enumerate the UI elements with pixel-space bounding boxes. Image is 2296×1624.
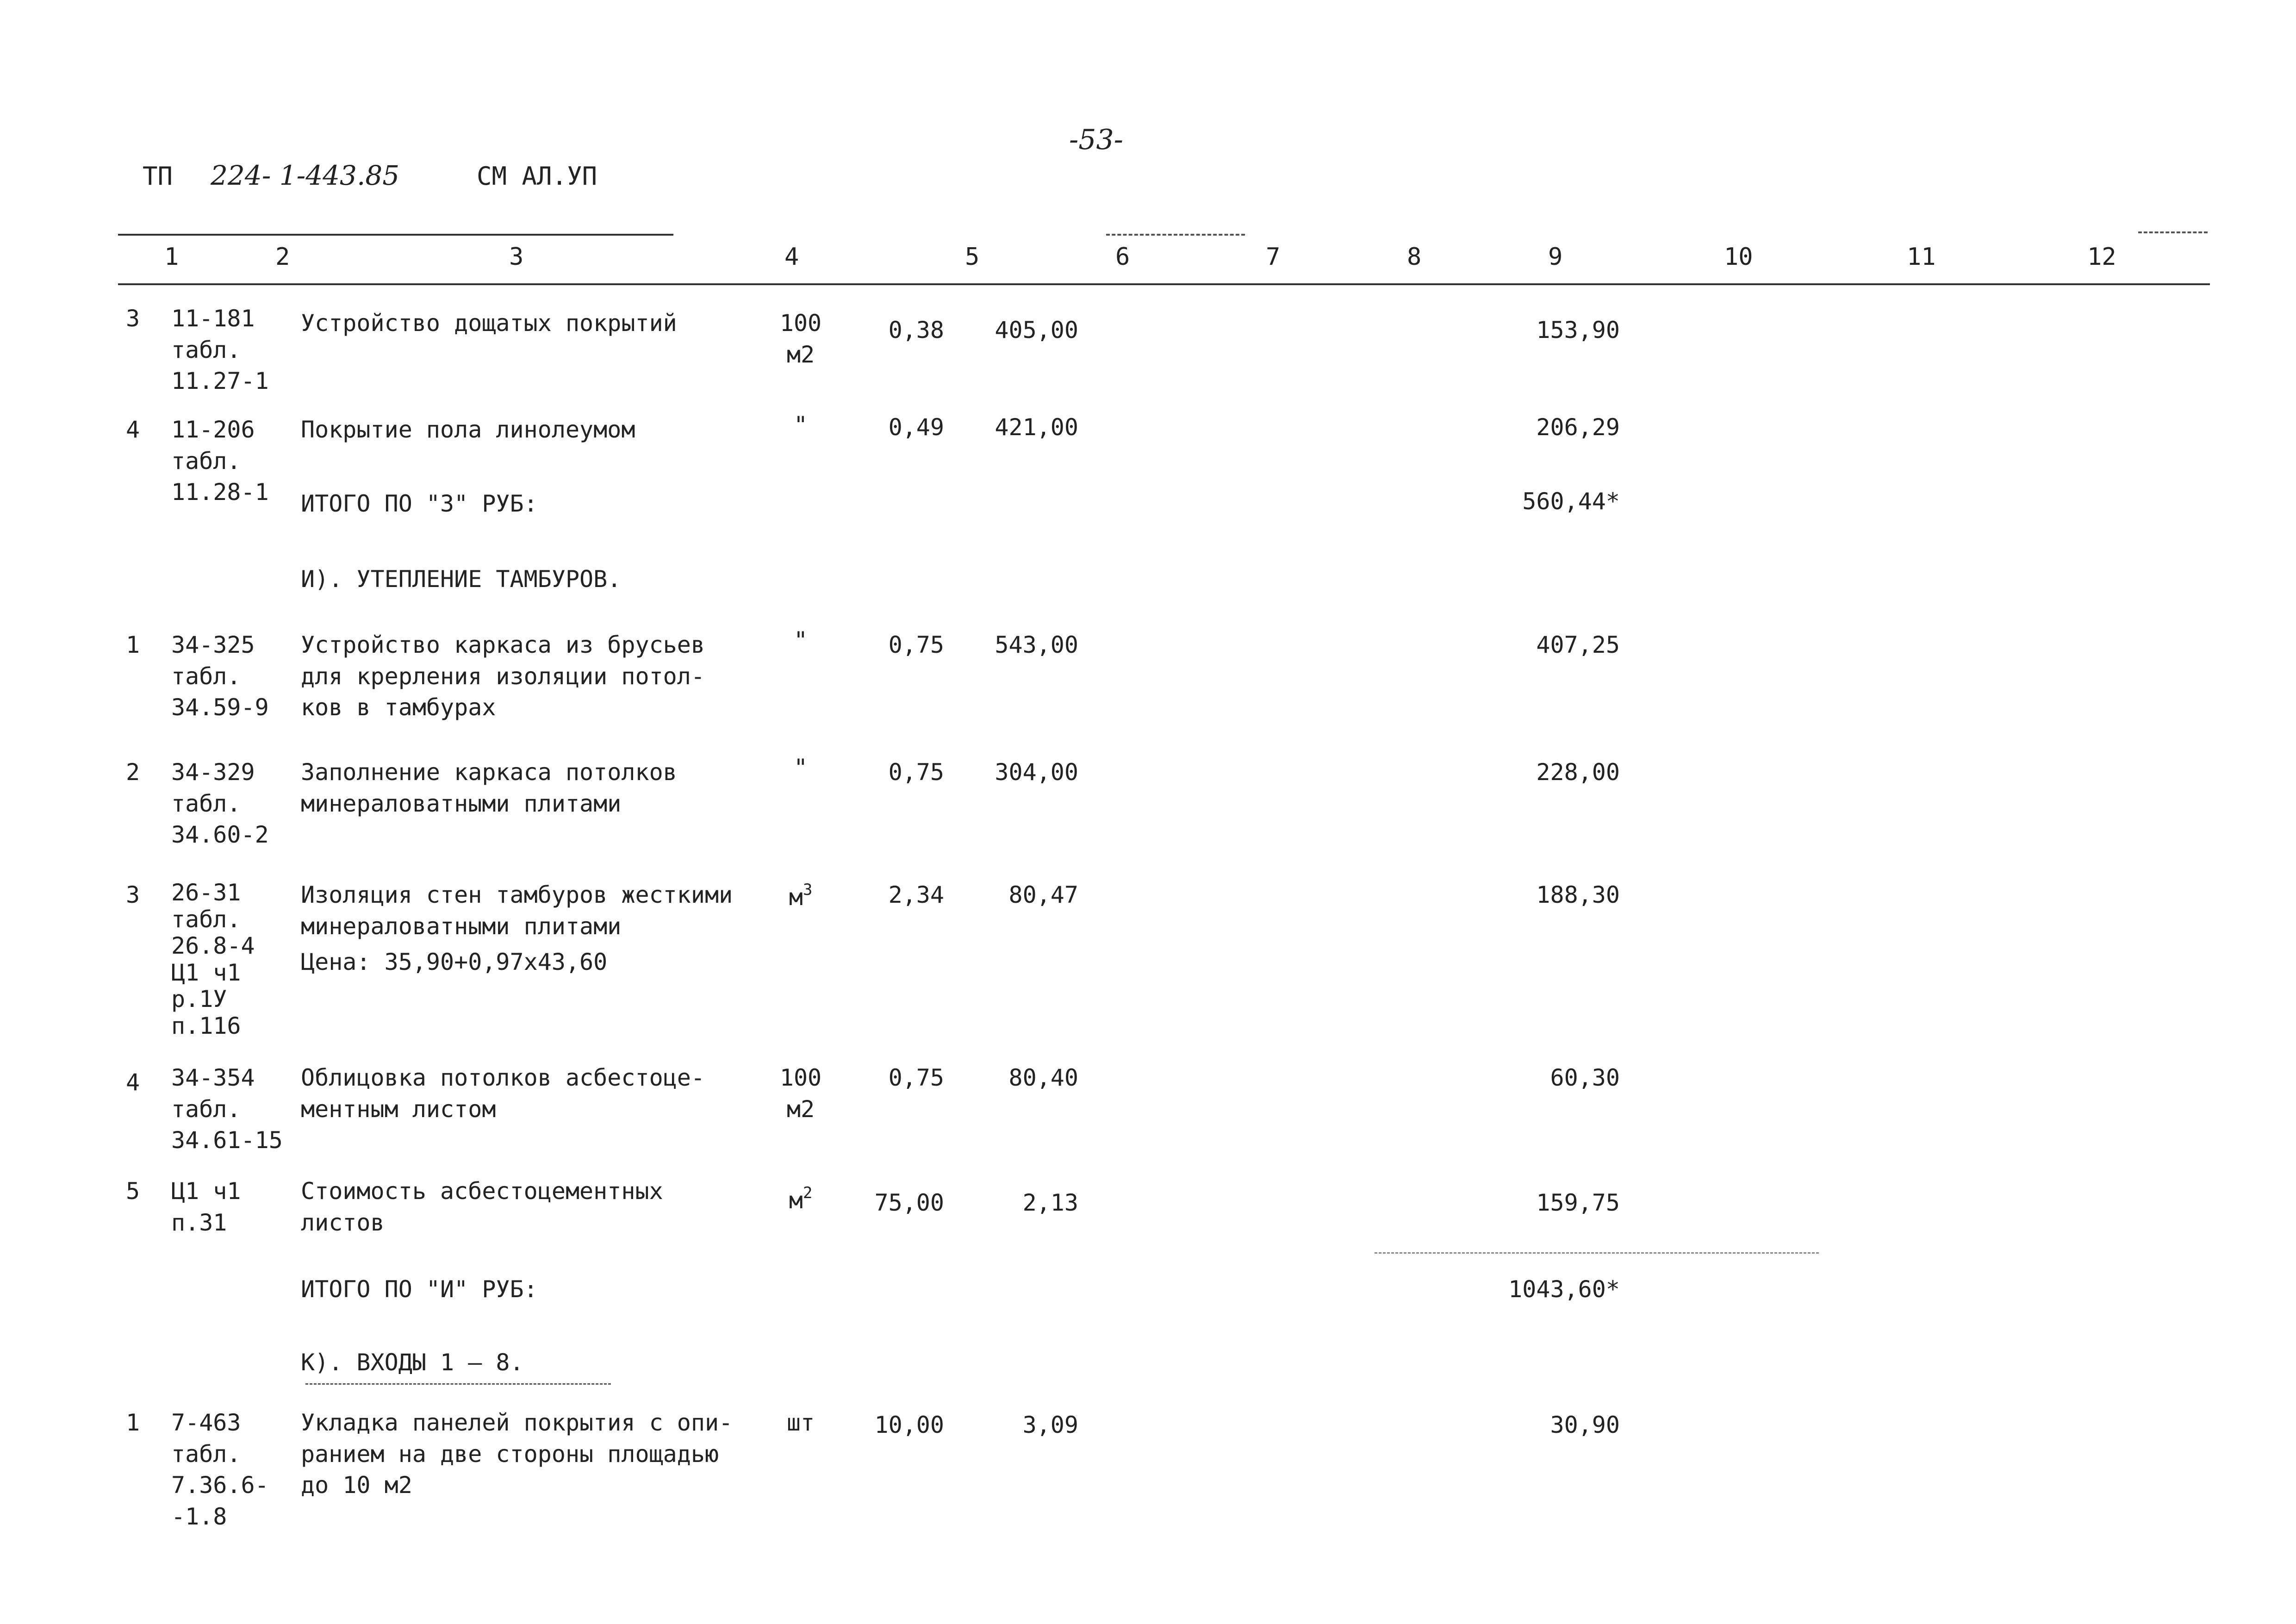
row-number: 1 <box>126 1409 140 1436</box>
total-cost: 188,30 <box>1536 881 1620 908</box>
unit-exponent: 3 <box>803 881 813 899</box>
unit <box>766 410 835 441</box>
norm-code-line: табл. <box>171 1440 241 1468</box>
unit <box>766 625 835 656</box>
description-line: для крерления изоляции потол- <box>301 662 705 690</box>
quantity: 75,00 <box>874 1189 944 1216</box>
top-rule-right <box>2138 231 2208 233</box>
column-number: 4 <box>784 243 799 271</box>
summary-label: ИТОГО ПО "И" РУБ: <box>301 1276 538 1303</box>
description-line: Изоляция стен тамбуров жесткими <box>301 881 733 908</box>
norm-code-line: 34.60-2 <box>171 821 269 848</box>
description-line: листов <box>301 1209 385 1236</box>
norm-code <box>171 303 269 397</box>
unit-base: м <box>789 1187 803 1214</box>
row-number: 4 <box>126 1069 140 1096</box>
unit-price: 421,00 <box>995 414 1078 441</box>
norm-code <box>171 757 269 851</box>
norm-code-line: 26-31 <box>171 879 241 906</box>
row-number: 3 <box>126 305 140 332</box>
work-description <box>301 414 635 446</box>
norm-code-line: 7.36.6- <box>171 1472 269 1499</box>
unit-price: 2,13 <box>1022 1189 1078 1216</box>
column-number: 3 <box>509 243 524 271</box>
row-number: 5 <box>126 1178 140 1205</box>
description-line: ранием на две стороны площадью <box>301 1440 719 1468</box>
description-line: Устройство дощатых покрытий <box>301 310 677 337</box>
description-line: Цена: 35,90+0,97х43,60 <box>301 949 608 975</box>
norm-code <box>171 880 255 1039</box>
column-number: 10 <box>1724 243 1753 271</box>
unit-price: 543,00 <box>995 631 1078 658</box>
column-number: 7 <box>1266 243 1281 271</box>
unit-price: 80,40 <box>1008 1064 1078 1091</box>
column-number: 12 <box>2087 243 2116 271</box>
norm-code-line: 34.61-15 <box>171 1127 283 1154</box>
column-number: 6 <box>1115 243 1130 271</box>
column-number: 11 <box>1907 243 1936 271</box>
work-description <box>301 1062 705 1125</box>
unit-price: 3,09 <box>1022 1412 1078 1438</box>
norm-code-line: табл. <box>171 1095 241 1123</box>
norm-code-line: 34-329 <box>171 759 255 786</box>
total-cost: 228,00 <box>1536 759 1620 786</box>
quantity: 0,75 <box>888 759 944 786</box>
norm-code <box>171 1407 269 1532</box>
unit-line: 100 <box>779 310 822 337</box>
norm-code-line: 34-354 <box>171 1064 255 1091</box>
unit-price: 80,47 <box>1008 881 1078 908</box>
work-description <box>301 1407 733 1501</box>
description-line: ментным листом <box>301 1095 496 1123</box>
work-description <box>301 630 705 724</box>
quantity: 2,34 <box>888 881 944 908</box>
quantity: 0,49 <box>888 414 944 441</box>
norm-code-line: Ц1 ч1 <box>171 1178 241 1205</box>
total-cost: 153,90 <box>1536 317 1620 344</box>
norm-code-line: табл. <box>171 790 241 817</box>
column-number: 1 <box>164 243 179 271</box>
norm-code-line: 26.8-4 <box>171 932 255 959</box>
unit-line: 100 <box>779 1064 822 1091</box>
work-description <box>301 308 677 339</box>
description-line: Укладка панелей покрытия с опи- <box>301 1409 733 1436</box>
column-number: 9 <box>1548 243 1563 271</box>
page-number: -53- <box>1069 124 1123 156</box>
subtotal-rule <box>1375 1252 1819 1254</box>
norm-code-line: табл. <box>171 662 241 690</box>
description-line: ков в тамбурах <box>301 694 496 721</box>
norm-code-line: п.116 <box>171 1012 241 1039</box>
unit <box>766 308 835 370</box>
total-cost: 159,75 <box>1536 1189 1620 1216</box>
unit-line: м2 <box>786 1095 815 1123</box>
total-cost: 60,30 <box>1550 1064 1620 1091</box>
description-line: Облицовка потолков асбестоце- <box>301 1064 705 1091</box>
description-line: Стоимость асбестоцементных <box>301 1178 663 1205</box>
unit-line: " <box>793 754 808 781</box>
description-line: Покрытие пола линолеумом <box>301 416 635 443</box>
norm-code <box>171 1062 283 1156</box>
description-line: Устройство каркаса из брусьев <box>301 631 705 658</box>
norm-code-line: Ц1 ч1 <box>171 959 241 986</box>
norm-code <box>171 630 269 724</box>
section-heading: К). ВХОДЫ 1 — 8. <box>301 1349 524 1376</box>
header-bottom-rule <box>118 283 2210 285</box>
summary-label: ИТОГО ПО "З" РУБ: <box>301 490 538 517</box>
project-code: 224- 1-443.85 <box>211 160 400 191</box>
unit-line: " <box>793 627 808 654</box>
total-cost: 407,25 <box>1536 631 1620 658</box>
description-line: минераловатными плитами <box>301 790 622 817</box>
unit <box>766 1185 835 1217</box>
norm-code <box>171 1176 241 1238</box>
norm-code-line: табл. <box>171 336 241 363</box>
norm-code-line: -1.8 <box>171 1503 227 1530</box>
column-number: 8 <box>1407 243 1422 271</box>
sheet-code: СМ АЛ.УП <box>477 162 597 191</box>
unit-line: м2 <box>786 341 815 368</box>
top-rule-mid <box>1106 234 1245 236</box>
unit-base: м <box>789 884 803 911</box>
total-cost: 206,29 <box>1536 414 1620 441</box>
doc-prefix: ТП <box>143 162 173 191</box>
unit-price: 405,00 <box>995 317 1078 344</box>
norm-code-line: 11-206 <box>171 416 255 443</box>
quantity: 0,75 <box>888 1064 944 1091</box>
description-line: до 10 м2 <box>301 1472 412 1499</box>
total-cost: 30,90 <box>1550 1412 1620 1438</box>
norm-code-line: 11.28-1 <box>171 479 269 506</box>
norm-code-line: табл. <box>171 447 241 475</box>
norm-code <box>171 414 269 508</box>
unit-line: шт <box>786 1409 815 1436</box>
unit <box>766 1407 835 1439</box>
section-heading: И). УТЕПЛЕНИЕ ТАМБУРОВ. <box>301 566 622 593</box>
description-line: минераловатными плитами <box>301 912 622 940</box>
norm-code-line: табл. <box>171 906 241 933</box>
section-underline <box>305 1383 611 1385</box>
unit-price: 304,00 <box>995 759 1078 786</box>
row-number: 2 <box>126 759 140 786</box>
work-description <box>301 1176 663 1238</box>
norm-code-line: 11-181 <box>171 305 255 332</box>
quantity: 0,38 <box>888 317 944 344</box>
row-number: 4 <box>126 416 140 443</box>
norm-code-line: 11.27-1 <box>171 368 269 394</box>
column-number: 5 <box>965 243 980 271</box>
norm-code-line: 34.59-9 <box>171 694 269 721</box>
column-number: 2 <box>275 243 290 271</box>
norm-code-line: р.1У <box>171 986 227 1012</box>
work-description <box>301 757 677 819</box>
description-line: Заполнение каркаса потолков <box>301 759 677 786</box>
quantity: 10,00 <box>874 1412 944 1438</box>
summary-total: 560,44* <box>1522 488 1620 515</box>
row-number: 3 <box>126 881 140 908</box>
norm-code-line: 7-463 <box>171 1409 241 1436</box>
quantity: 0,75 <box>888 631 944 658</box>
summary-total: 1043,60* <box>1508 1276 1620 1303</box>
work-description <box>301 880 733 978</box>
top-rule-left <box>118 234 673 236</box>
unit <box>766 882 835 913</box>
norm-code-line: 34-325 <box>171 631 255 658</box>
unit <box>766 752 835 784</box>
unit-exponent: 2 <box>803 1184 813 1202</box>
row-number: 1 <box>126 631 140 658</box>
norm-code-line: п.31 <box>171 1209 227 1236</box>
unit <box>766 1062 835 1125</box>
unit-line: " <box>793 412 808 438</box>
